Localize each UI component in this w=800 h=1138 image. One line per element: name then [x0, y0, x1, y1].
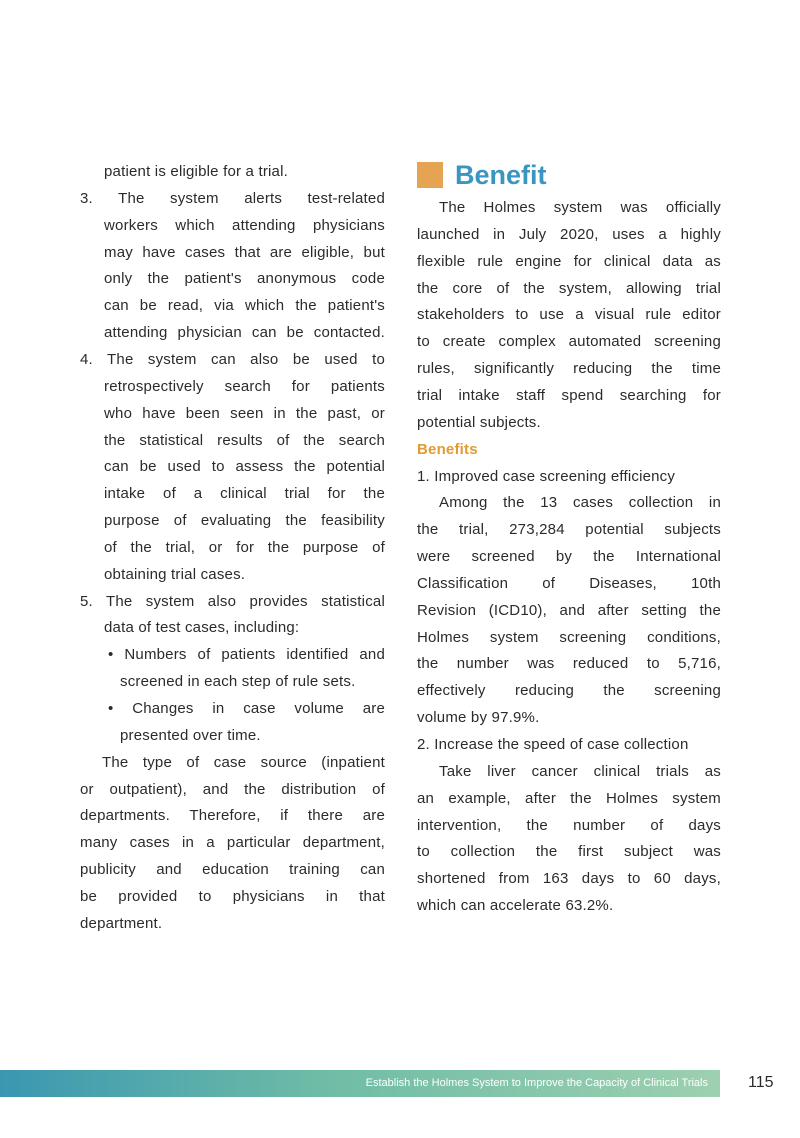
text-line: department. — [80, 914, 163, 932]
text-line: volume by 97.9%. — [417, 709, 540, 727]
text-line: who have been seen in the past, or — [104, 404, 385, 422]
text-line: to create complex automated screening — [417, 333, 721, 351]
text-line: retrospectively search for patients — [104, 377, 385, 395]
text-line: can be read, via which the patient's — [104, 297, 385, 315]
text-line: screened in each step of rule sets. — [120, 673, 356, 691]
text-line: Take liver cancer clinical trials as — [439, 762, 721, 780]
section-title: Benefit — [455, 160, 547, 190]
section-header — [417, 158, 721, 192]
text-line: • Numbers of patients identified and — [108, 646, 385, 664]
text-line: • Changes in case volume are — [108, 700, 385, 717]
text-line: the core of the system, allowing trial — [417, 279, 721, 297]
running-title: Establish the Holmes System to Improve the Capacity of Clinical Trials — [365, 1077, 708, 1089]
text-line: 3. The system alerts test-related — [80, 189, 385, 207]
text-line: an example, after the Holmes system — [417, 789, 721, 807]
text-line: intake of a clinical trial for the — [104, 485, 385, 503]
text-line: which can accelerate 63.2%. — [417, 897, 614, 915]
text-line: obtaining trial cases. — [104, 565, 246, 583]
text-line: many cases in a particular department, — [80, 834, 385, 852]
text-line: departments. Therefore, if there are — [80, 807, 385, 825]
text-line: The type of case source (inpatient — [102, 753, 385, 771]
text-line: trial intake staff spend searching for — [417, 386, 721, 404]
text-line: the number was reduced to 5,716, — [417, 655, 721, 673]
text-line: were screened by the International — [417, 548, 721, 566]
text-line: can be used to assess the potential — [104, 458, 385, 476]
text-line: flexible rule engine for clinical data as — [417, 252, 721, 270]
text-line: presented over time. — [120, 726, 261, 744]
section-marker-square — [417, 162, 443, 188]
footer-bar — [0, 1070, 720, 1097]
text-line: the statistical results of the search — [104, 431, 385, 449]
page-number: 115 — [748, 1074, 774, 1091]
text-line: intervention, the number of days — [417, 816, 721, 834]
text-line: Classification of Diseases, 10th — [417, 574, 721, 592]
text-line: purpose of evaluating the feasibility — [104, 512, 385, 530]
text-line: 4. The system can also be used to — [80, 350, 385, 368]
text-line: stakeholders to use a visual rule editor — [417, 306, 721, 324]
text-line: may have cases that are eligible, but — [104, 243, 385, 261]
subheading: Benefits — [417, 440, 478, 458]
text-line: Among the 13 cases collection in — [439, 494, 721, 512]
text-line: be provided to physicians in that — [80, 887, 385, 905]
text-line: Holmes system screening conditions, — [417, 628, 721, 646]
text-line: 2. Increase the speed of case collection — [417, 736, 689, 753]
text-line: or outpatient), and the distribution of — [80, 780, 385, 798]
text-line: data of test cases, including: — [104, 619, 300, 637]
text-line: the trial, 273,284 potential subjects — [417, 521, 721, 539]
text-line: workers which attending physicians — [104, 216, 385, 234]
text-line: attending physician can be contacted. — [104, 324, 385, 342]
text-line: shortened from 163 days to 60 days, — [417, 870, 721, 888]
text-line: only the patient's anonymous code — [104, 270, 385, 288]
text-line: patient is eligible for a trial. — [104, 163, 288, 180]
text-line: The Holmes system was officially — [439, 199, 721, 216]
text-line: 5. The system also provides statistical — [80, 592, 385, 610]
text-line: publicity and education training can — [80, 861, 385, 879]
text-line: effectively reducing the screening — [417, 682, 721, 700]
text-line: 1. Improved case screening efficiency — [417, 467, 676, 485]
text-line: launched in July 2020, uses a highly — [417, 225, 721, 243]
text-line: of the trial, or for the purpose of — [104, 538, 385, 556]
text-line: to collection the first subject was — [417, 843, 721, 861]
text-line: Revision (ICD10), and after setting the — [417, 601, 721, 619]
text-line: rules, significantly reducing the time — [417, 360, 721, 378]
text-line: potential subjects. — [417, 413, 541, 431]
